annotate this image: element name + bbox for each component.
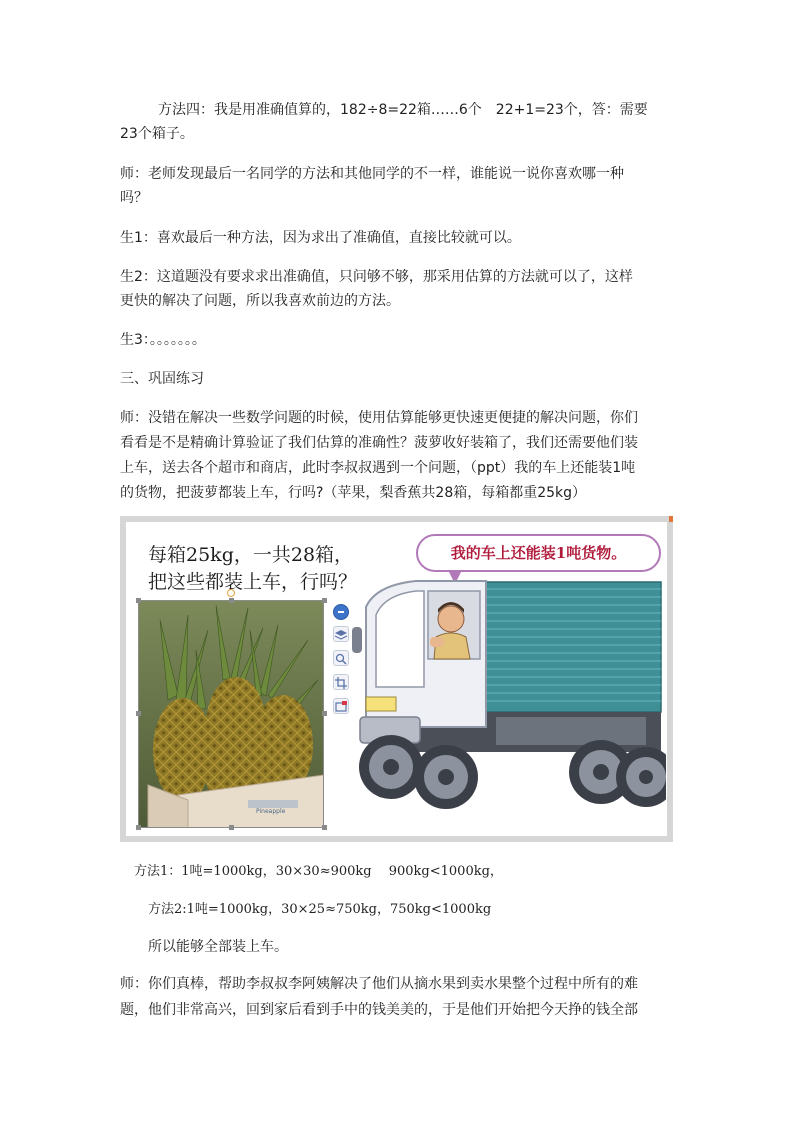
resize-handle-br[interactable] (322, 825, 327, 830)
speech-bubble-text: 我的车上还能装1吨货物。 (450, 544, 627, 562)
resize-handle-tl[interactable] (136, 598, 141, 603)
slide-figure (120, 516, 673, 842)
teacher2-line4: 的货物，把菠萝都装上车，行吗?（苹果，梨香蕉共28箱，每箱都重25kg） (120, 485, 587, 501)
slide-question-line1: 每箱25kg，一共28箱， (148, 544, 354, 566)
teacher2-line3: 上车，送去各个超市和商店，此时李叔叔遇到一个问题，（ppt）我的车上还能装1吨 (120, 460, 636, 476)
resize-handle-bl[interactable] (136, 825, 141, 830)
resize-handle-ml[interactable] (136, 711, 141, 716)
rotate-handle[interactable] (227, 589, 235, 597)
section-heading: 三、巩固练习 (120, 371, 204, 387)
resize-handle-tr[interactable] (322, 598, 327, 603)
resize-handle-bm[interactable] (229, 825, 234, 830)
teacher3-line1: 师：你们真棒，帮助李叔叔李阿姨解决了他们从摘水果到卖水果整个过程中所有的难 (120, 976, 638, 992)
method1-text (134, 859, 690, 884)
resize-handle-mr[interactable] (322, 711, 327, 716)
slide-canvas (126, 522, 667, 836)
student2-line2: 更快的解决了问题，所以我喜欢前边的方法。 (120, 293, 400, 309)
student2-line1: 生2：这道题没有要求求出准确值，只问够不够，那采用估算的方法就可以了，这样 (120, 269, 633, 285)
pineapple-illustration (138, 600, 324, 828)
method4-line1: 方法四：我是用准确值算的，182÷8=22箱……6个 22+1=23个，答：需要 (158, 102, 648, 118)
resize-handle-tm[interactable] (229, 598, 234, 603)
teacher2-line1: 师：没错在解决一些数学问题的时候，使用估算能够更快速更便捷的解决问题，你们 (120, 410, 638, 426)
teacher3-line2: 题，他们非常高兴，回到家后看到手中的钱美美的，于是他们开始把今天挣的钱全部 (120, 1002, 638, 1018)
method1-label: 方法1：1吨=1000kg，30×30≈900kg 900kg<1000kg， (134, 864, 503, 879)
truck-illustration (346, 567, 666, 832)
slide-question-line2: 把这些都装上车，行吗？ (148, 571, 358, 593)
method2-text (148, 897, 704, 922)
teacher2-line2: 看看是不是精确计算验证了我们估算的准确性？菠萝收好装箱了，我们还需要他们装 (120, 435, 638, 451)
method2-label: 方法2:1吨=1000kg，30×25≈750kg，750kg<1000kg (148, 902, 492, 917)
pineapple-photo[interactable] (138, 600, 324, 828)
photo-box-label: Pineapple (256, 808, 286, 815)
student3-text: 生3：。。。。。。。 (120, 332, 206, 348)
method4-line2: 23个箱子。 (120, 126, 194, 142)
teacher1-line2: 吗？ (120, 190, 148, 206)
student1-text: 生1：喜欢最后一种方法，因为求出了准确值，直接比较就可以。 (120, 230, 521, 246)
figure-edge-mark (669, 516, 673, 522)
teacher1-line1: 师：老师发现最后一名同学的方法和其他同学的不一样，谁能说一说你喜欢哪一种 (120, 166, 624, 182)
slide-question (148, 542, 357, 596)
conclusion-text: 所以能够全部装上车。 (148, 939, 288, 955)
